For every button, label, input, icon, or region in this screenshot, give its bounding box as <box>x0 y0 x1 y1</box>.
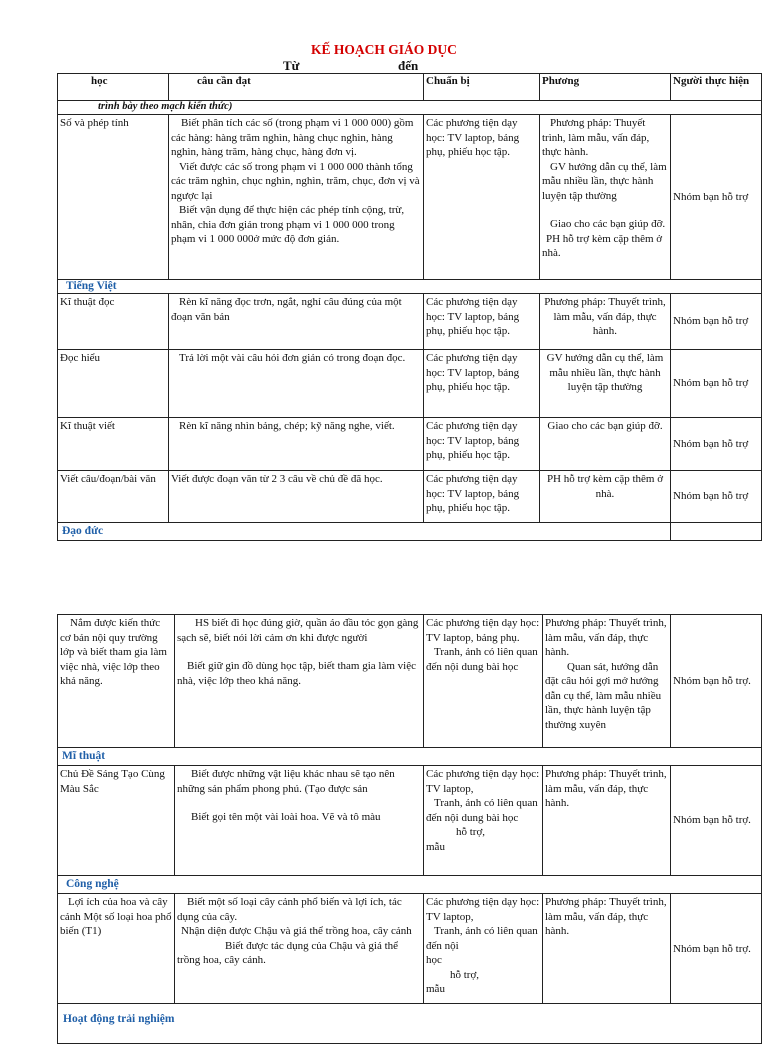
cutoff-section-label: Hoạt động trải nghiệm <box>63 1013 175 1025</box>
method-line: Phương pháp: Thuyết trình, làm mẫu, vấn đáp, thực hành. <box>542 117 650 159</box>
method-line: Phương pháp: Thuyết trình, làm mẫu, vấn đáp, thực hành. <box>545 617 667 659</box>
table-row <box>58 766 762 876</box>
row-topic: Số và phép tính <box>58 115 169 280</box>
row-prep <box>424 615 543 748</box>
goal-line: Biết phân tích các số (trong phạm vi 1 000 000) gồm các hàng: hàng trăm nghìn, hàng chục nghìn, hàng nghìn, hàng trăm, hàng chục, hàng đơn vị. <box>171 117 414 159</box>
method-line: Quan sát, hướng dẫn đặt câu hỏi gợi mở hướng dẫn cụ thể, làm mẫu nhiều lần, thực hành luyện tập thường xuyên <box>545 660 662 731</box>
goal-line: Biết một số loại cây cảnh phổ biến và lợi ích, tác dụng của cây. <box>177 896 402 923</box>
row-method: Phương pháp: Thuyết trình, làm mẫu, vấn đáp, thực hành. <box>543 766 671 876</box>
row-goal: Rèn kĩ năng nhìn bảng, chép; kỹ năng nghe, viết. <box>169 418 424 471</box>
table-row <box>58 471 762 523</box>
table-header-row <box>58 74 762 101</box>
section-mi-thuat: Mĩ thuật <box>58 748 762 766</box>
row-goals <box>175 894 424 1004</box>
to-label: đến <box>398 58 419 73</box>
row-prep: Các phương tiện dạy học: TV laptop, bảng phụ, phiếu học tập. <box>424 294 540 350</box>
row-who: Nhóm bạn hỗ trợ. <box>671 766 762 876</box>
table-row <box>58 418 762 471</box>
goal-line: Biết gọi tên một vài loài hoa. Vẽ và tô màu <box>191 811 381 824</box>
prep-line: hỗ trợ, <box>450 968 480 981</box>
row-who: Nhóm bạn hỗ trợ <box>671 471 762 523</box>
prep-line: học <box>426 954 442 967</box>
goal-line: Biết được những vật liệu khác nhau sẽ tạo nên những sản phẩm phong phú. (Tạo được sản <box>177 768 395 795</box>
table-row <box>58 350 762 418</box>
note-row <box>58 101 762 115</box>
row-prep: Các phương tiện dạy học: TV laptop, bảng phụ, phiếu học tập. <box>424 471 540 523</box>
row-prep: Các phương tiện dạy học: TV laptop, bảng phụ, phiếu học tập. <box>424 115 540 280</box>
goal-line: Biết được tác dụng của Chậu và giá thể trồng hoa, cây cảnh. <box>177 939 399 967</box>
goal-line: Biết giữ gìn đồ dùng học tập, biết tham gia làm việc nhà, việc lớp theo khả năng. <box>177 660 416 687</box>
prep-line: Tranh, ảnh có liên quan đến nội dung bài học <box>426 646 538 673</box>
table-row <box>58 294 762 350</box>
note-text: trình bày theo mạch kiến thức) <box>58 101 762 115</box>
header-who: Người thực hiện <box>671 74 762 101</box>
row-who: Nhóm bạn hỗ trợ <box>671 350 762 418</box>
row-goals <box>169 115 424 280</box>
row-goal: Rèn kĩ năng đọc trơn, ngắt, nghỉ câu đúng của một đoạn văn bản <box>169 294 424 350</box>
row-method <box>540 115 671 280</box>
row-prep <box>424 766 543 876</box>
plan-table-1 <box>57 73 762 541</box>
row-who: Nhóm bạn hỗ trợ. <box>671 894 762 1004</box>
goal-line: Biết vận dụng để thực hiện các phép tính cộng, trừ, nhân, chia đơn giản trong phạm vi 1 000 000 trong phạm vi 1 000 000ở mức độ đơn giản. <box>171 204 405 246</box>
row-topic: Chủ Đề Sáng Tạo Cùng Màu Sắc <box>58 766 175 876</box>
prep-line: Tranh, ảnh có liên quan đến nội dung bài học <box>426 797 538 824</box>
method-line: GV hướng dẫn cụ thể, làm mẫu nhiều lần, thực hành luyện tập thường <box>542 160 667 202</box>
row-topic: Nắm được kiến thức cơ bản nội quy trường lớp và biết tham gia làm việc nhà, việc lớp theo khả năng. <box>58 615 175 748</box>
header-method: Phương <box>540 74 671 101</box>
row-who: Nhóm bạn hỗ trợ <box>671 418 762 471</box>
row-method: Phương pháp: Thuyết trình, làm mẫu, vấn đáp, thực hành. <box>543 894 671 1004</box>
table-row <box>58 115 762 280</box>
method-line: Giao cho các bạn giúp đỡ. <box>550 218 666 231</box>
row-topic: Kĩ thuật đọc <box>58 294 169 350</box>
row-topic: Viết câu/đoạn/bài văn <box>58 471 169 523</box>
table-row <box>58 894 762 1004</box>
row-who: Nhóm bạn hỗ trợ <box>671 115 762 280</box>
goal-line: Viết được các số trong phạm vi 1 000 000 thành tổng các trăm nghìn, chục nghìn, nghìn, trăm, chục, đơn vị và ngược lại <box>171 160 420 202</box>
row-method <box>543 615 671 748</box>
table-row <box>58 615 762 748</box>
header-goals: câu cần đạt <box>169 74 424 101</box>
prep-line: Các phương tiện dạy học: TV laptop, bảng phụ. <box>426 617 540 644</box>
row-goal: Trả lời một vài câu hỏi đơn giản có trong đoạn đọc. <box>169 350 424 418</box>
section-row <box>58 876 762 894</box>
goal-line: HS biết đi học đúng giờ, quần áo đầu tóc gọn gàng sạch sẽ, biết nói lời cảm ơn khi được người <box>177 617 419 644</box>
header-prep: Chuẩn bị <box>424 74 540 101</box>
document-title: KẾ HOẠCH GIÁO DỤC <box>311 42 457 57</box>
section-row <box>58 748 762 766</box>
prep-line: mẫu <box>426 983 445 996</box>
row-topic: Đọc hiểu <box>58 350 169 418</box>
row-topic: Kĩ thuật viết <box>58 418 169 471</box>
method-line: PH hỗ trợ kèm cặp thêm ở nhà. <box>542 232 663 260</box>
row-who: Nhóm bạn hỗ trợ <box>671 294 762 350</box>
header-subject: học <box>58 74 169 101</box>
row-goals <box>175 615 424 748</box>
from-label: Từ <box>283 58 300 73</box>
section-row <box>58 523 762 541</box>
row-method: Phương pháp: Thuyết trình, làm mẫu, vấn đáp, thực hành. <box>540 294 671 350</box>
plan-table-2 <box>57 614 762 1044</box>
prep-line: mẫu <box>426 840 445 853</box>
goal-line: Nhận diện được Chậu và giá thể trồng hoa, cây cảnh <box>181 925 412 938</box>
section-cong-nghe: Công nghệ <box>58 876 762 894</box>
prep-line: Các phương tiện dạy học: TV laptop, <box>426 768 540 795</box>
row-prep: Các phương tiện dạy học: TV laptop, bảng phụ, phiếu học tập. <box>424 418 540 471</box>
row-who: Nhóm bạn hỗ trợ. <box>671 615 762 748</box>
row-goal: Viết được đoạn văn từ 2 3 câu về chủ đề đã học. <box>169 471 424 523</box>
section-dao-duc: Đạo đức <box>58 523 671 541</box>
row-prep <box>424 894 543 1004</box>
prep-line: hỗ trợ, <box>456 826 486 839</box>
section-row <box>58 280 762 294</box>
prep-line: Các phương tiện dạy học: TV laptop, <box>426 896 540 923</box>
empty-cell <box>671 523 762 541</box>
row-method: Giao cho các bạn giúp đỡ. <box>540 418 671 471</box>
row-method: GV hướng dẫn cụ thể, làm mẫu nhiều lần, thực hành luyện tập thường <box>540 350 671 418</box>
row-prep: Các phương tiện dạy học: TV laptop, bảng phụ, phiếu học tập. <box>424 350 540 418</box>
row-method: PH hỗ trợ kèm cặp thêm ở nhà. <box>540 471 671 523</box>
prep-line: Tranh, ảnh có liên quan đến nội <box>426 925 538 952</box>
row-topic: Lợi ích của hoa và cây cảnh Một số loại hoa phổ biến (T1) <box>58 894 175 1004</box>
row-goals <box>175 766 424 876</box>
section-tieng-viet: Tiếng Việt <box>58 280 762 294</box>
